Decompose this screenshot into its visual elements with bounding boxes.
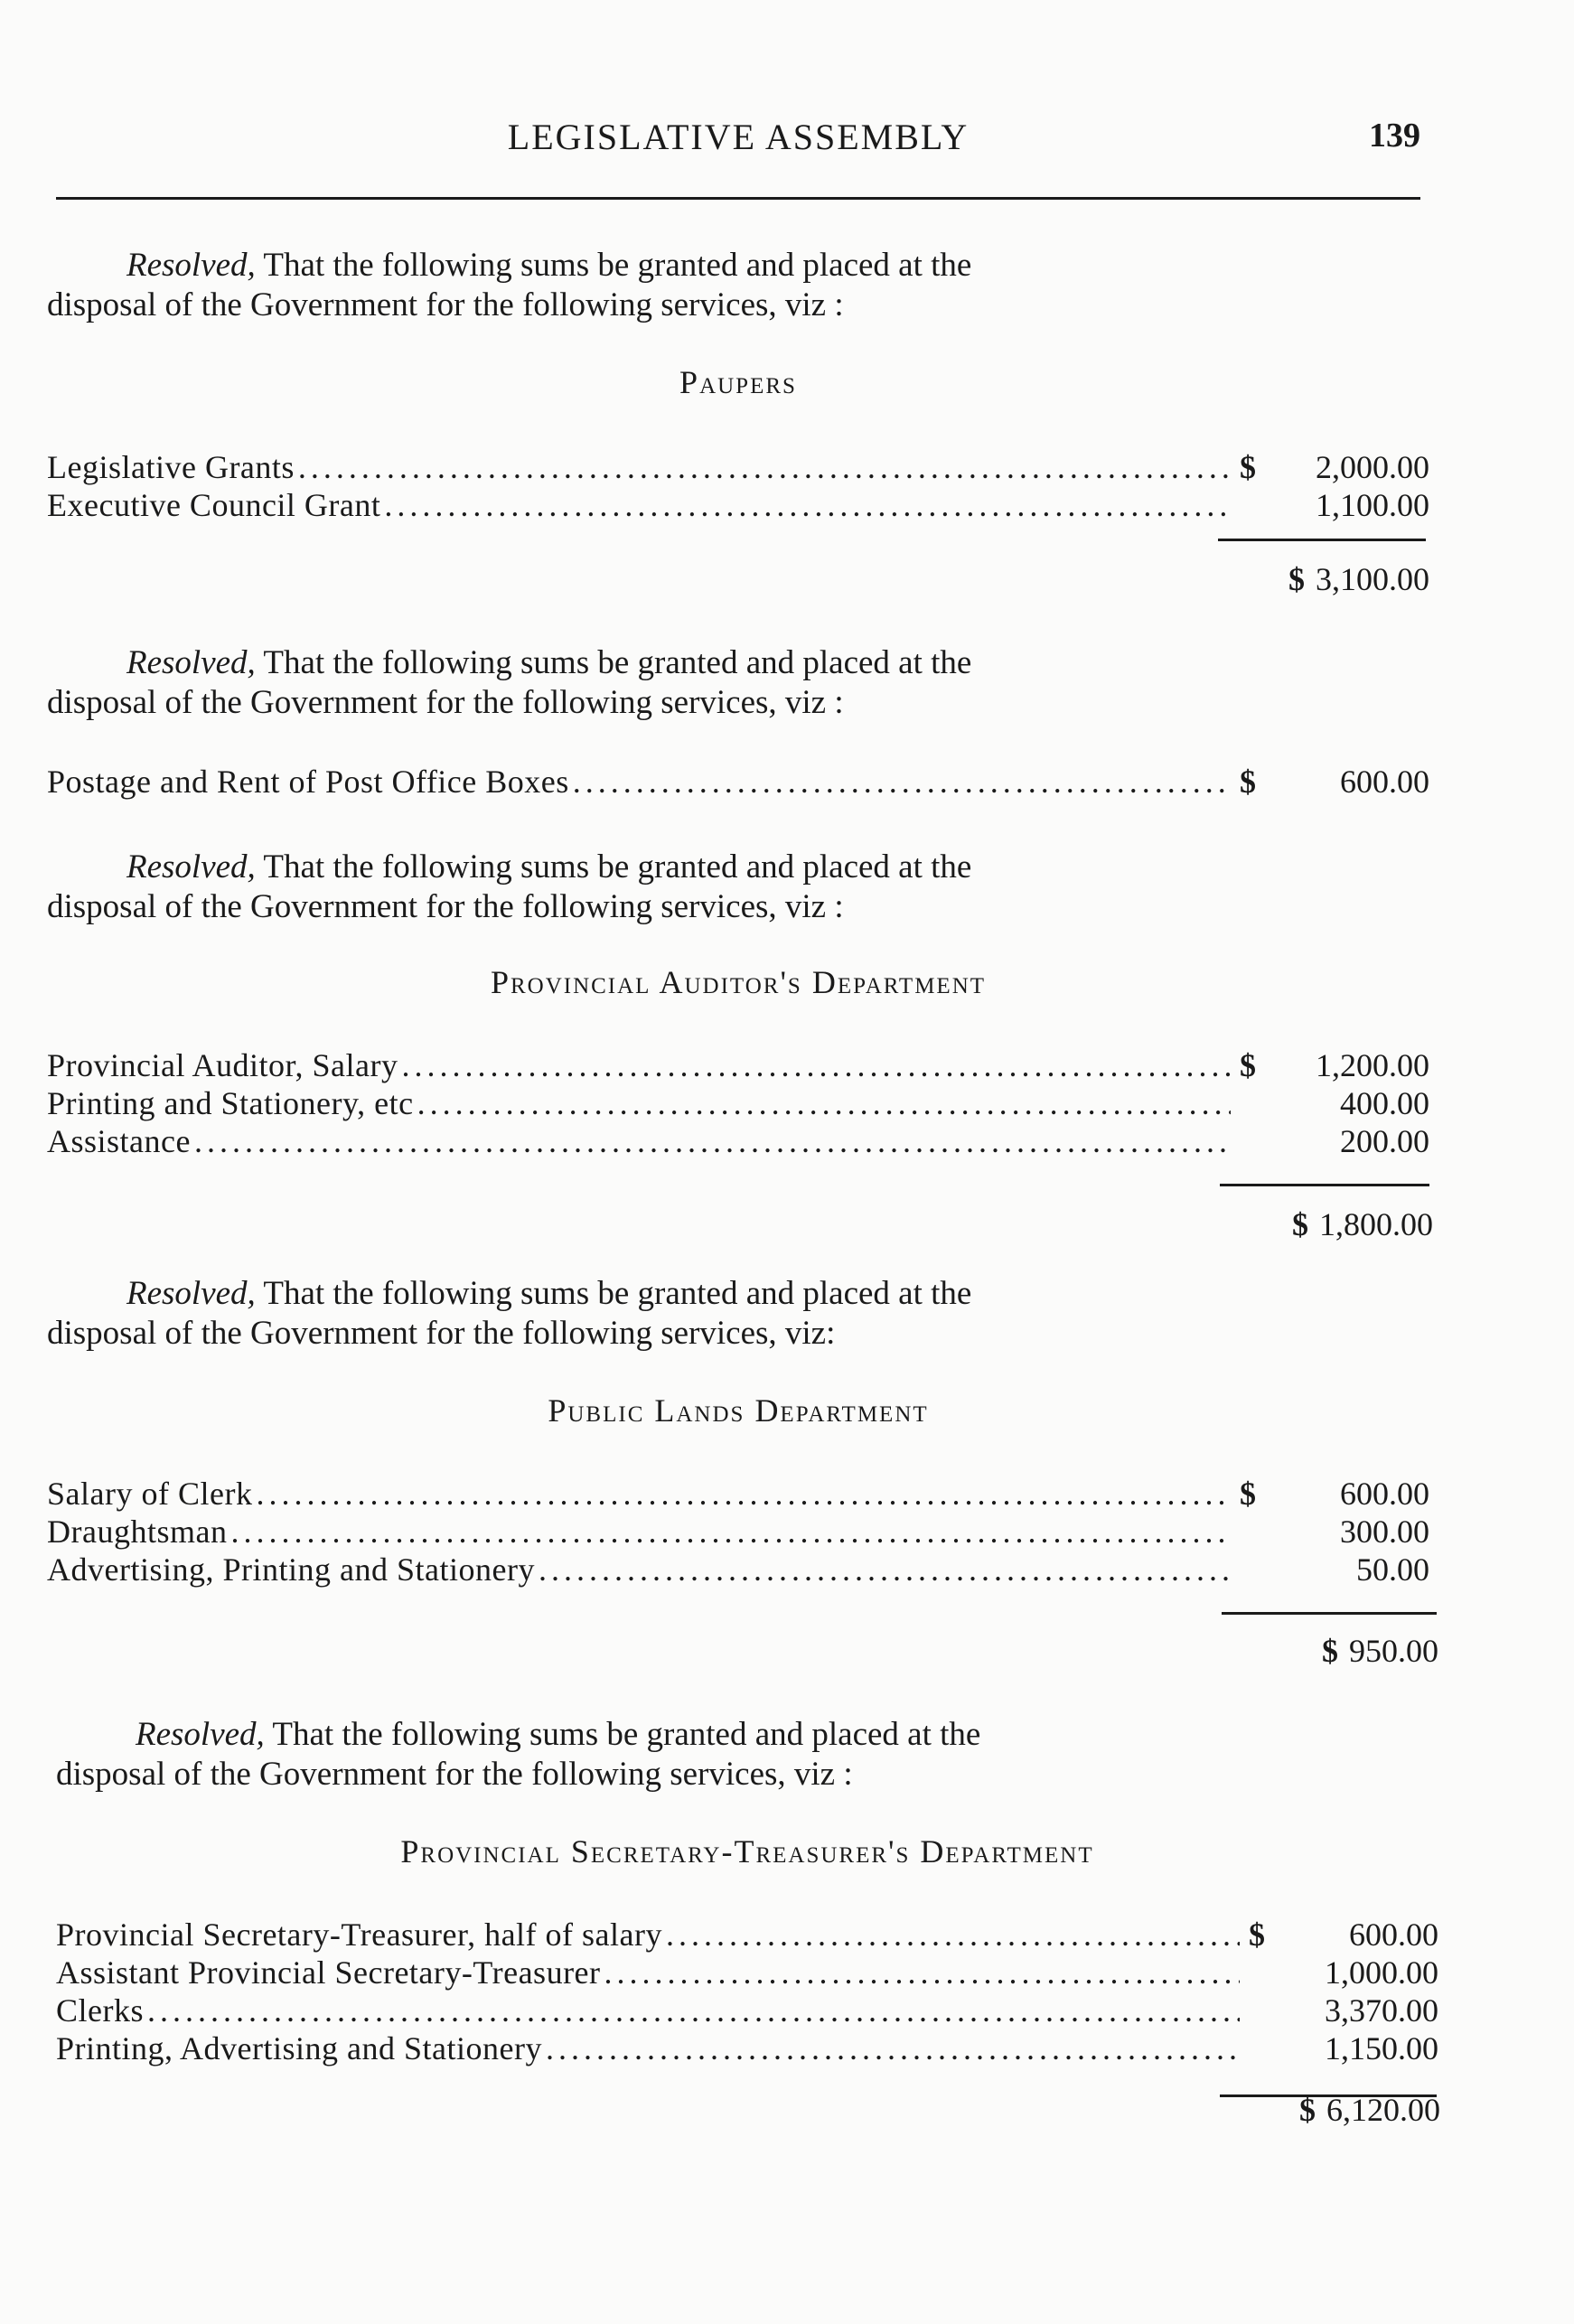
header-rule [56, 197, 1420, 200]
resolution-text: That the following sums be granted and placed at the [255, 644, 972, 681]
department-heading: Paupers [679, 364, 797, 400]
dot-leader [546, 2029, 1240, 2067]
line-item [47, 763, 1429, 801]
dot-leader [230, 1513, 1231, 1551]
item-label: Advertising, Printing and Stationery [47, 1551, 535, 1588]
department-heading: Provincial Auditor's Department [490, 964, 987, 1000]
currency-sign: $ [1240, 1047, 1256, 1083]
resolution-text-line2: disposal of the Government for the following services, viz : [47, 286, 844, 323]
line-item [56, 2029, 1438, 2067]
resolution-text-line2: disposal of the Government for the following services, viz: [47, 1315, 836, 1352]
line-item [47, 486, 1429, 524]
resolution-text-line2: disposal of the Government for the following services, viz : [47, 888, 844, 925]
dot-leader [402, 1046, 1231, 1084]
resolved-word: Resolved, [126, 1275, 256, 1312]
item-amount: 1,100.00 [1316, 487, 1429, 523]
line-item [47, 1122, 1429, 1160]
line-item [47, 1046, 1429, 1084]
dot-leader [256, 1475, 1231, 1513]
line-item [47, 1475, 1429, 1513]
line-items [47, 1475, 1429, 1588]
dot-leader [298, 448, 1231, 486]
item-amount: 600.00 [1340, 764, 1429, 800]
currency-sign: $ [1299, 2092, 1316, 2128]
item-amount: 600.00 [1340, 1476, 1429, 1512]
dot-leader [604, 1954, 1240, 1991]
line-items [47, 763, 1429, 801]
dot-leader [417, 1084, 1231, 1122]
total-amount: 6,120.00 [1326, 2092, 1440, 2128]
resolution-text: That the following sums be granted and placed at the [255, 247, 972, 284]
item-label: Printing, Advertising and Stationery [56, 2030, 542, 2066]
line-item [47, 1551, 1429, 1588]
resolved-word: Resolved, [126, 247, 256, 284]
item-label: Printing and Stationery, etc [47, 1085, 414, 1121]
section-total [1292, 1205, 1433, 1243]
resolved-word: Resolved, [126, 848, 256, 886]
resolution-text: That the following sums be granted and placed at the [264, 1716, 981, 1753]
resolution-text-line2: disposal of the Government for the following services, viz : [47, 684, 844, 721]
line-items [47, 448, 1429, 524]
item-label: Clerks [56, 1992, 144, 2029]
section-paupers [47, 246, 1429, 524]
line-item [56, 1991, 1438, 2029]
dot-leader [194, 1122, 1231, 1160]
currency-sign: $ [1240, 764, 1256, 800]
item-label: Provincial Auditor, Salary [47, 1047, 398, 1083]
item-label: Draughtsman [47, 1513, 228, 1550]
dot-leader [573, 763, 1231, 801]
item-amount: 300.00 [1340, 1513, 1429, 1550]
resolved-word: Resolved, [126, 644, 256, 681]
total-rule [1220, 1184, 1429, 1186]
line-items [47, 1046, 1429, 1160]
line-item [47, 448, 1429, 486]
item-label: Assistance [47, 1123, 191, 1159]
section-public-lands [47, 1274, 1429, 1588]
total-amount: 3,100.00 [1316, 561, 1429, 597]
item-label: Provincial Secretary-Treasurer, half of salary [56, 1916, 662, 1953]
resolution-text-line2: disposal of the Government for the following services, viz : [56, 1756, 853, 1793]
currency-sign: $ [1292, 1206, 1308, 1242]
header-title: LEGISLATIVE ASSEMBLY [507, 117, 970, 157]
section-provincial-secretary-treasurer [56, 1715, 1438, 2067]
currency-sign: $ [1288, 561, 1305, 597]
line-item [56, 1916, 1438, 1954]
line-item [47, 1084, 1429, 1122]
currency-sign: $ [1322, 1633, 1338, 1669]
section-provincial-auditor [47, 848, 1429, 1160]
item-amount: 1,000.00 [1325, 1954, 1438, 1991]
dot-leader [147, 1991, 1240, 2029]
department-heading: Provincial Secretary-Treasurer's Department [400, 1833, 1094, 1870]
currency-sign: $ [1240, 1476, 1256, 1512]
page-number: 139 [1369, 117, 1420, 155]
currency-sign: $ [1240, 449, 1256, 485]
resolution-paragraph [47, 1274, 1429, 1354]
item-amount: 400.00 [1340, 1085, 1429, 1121]
resolution-text: That the following sums be granted and placed at the [255, 848, 972, 886]
item-amount: 1,200.00 [1316, 1047, 1429, 1083]
item-amount: 3,370.00 [1325, 1992, 1438, 2029]
section-total [1322, 1632, 1438, 1670]
item-amount: 1,150.00 [1325, 2030, 1438, 2066]
total-amount: 950.00 [1349, 1633, 1438, 1669]
dot-leader [666, 1916, 1240, 1954]
resolution-paragraph [47, 643, 1429, 723]
resolution-paragraph [47, 246, 1429, 325]
item-amount: 2,000.00 [1316, 449, 1429, 485]
item-amount: 200.00 [1340, 1123, 1429, 1159]
resolution-paragraph [56, 1715, 1438, 1795]
resolved-word: Resolved, [136, 1716, 265, 1753]
item-amount: 600.00 [1349, 1916, 1438, 1953]
resolution-paragraph [47, 848, 1429, 927]
section-total [1299, 2091, 1440, 2129]
total-rule [1222, 1612, 1437, 1615]
line-items [56, 1916, 1438, 2067]
dot-leader [539, 1551, 1231, 1588]
currency-sign: $ [1249, 1916, 1265, 1953]
department-heading: Public Lands Department [548, 1392, 929, 1429]
item-label: Postage and Rent of Post Office Boxes [47, 764, 569, 800]
item-label: Salary of Clerk [47, 1476, 253, 1512]
item-amount: 50.00 [1356, 1551, 1429, 1588]
dot-leader [384, 486, 1231, 524]
item-label: Legislative Grants [47, 449, 295, 485]
total-rule [1218, 539, 1426, 541]
section-total [1288, 560, 1429, 598]
total-amount: 1,800.00 [1319, 1206, 1433, 1242]
resolution-text: That the following sums be granted and placed at the [255, 1275, 972, 1312]
item-label: Executive Council Grant [47, 487, 381, 523]
item-label: Assistant Provincial Secretary-Treasurer [56, 1954, 601, 1991]
line-item [56, 1954, 1438, 1991]
line-item [47, 1513, 1429, 1551]
section-postage [47, 643, 1429, 801]
running-header [56, 116, 1420, 170]
